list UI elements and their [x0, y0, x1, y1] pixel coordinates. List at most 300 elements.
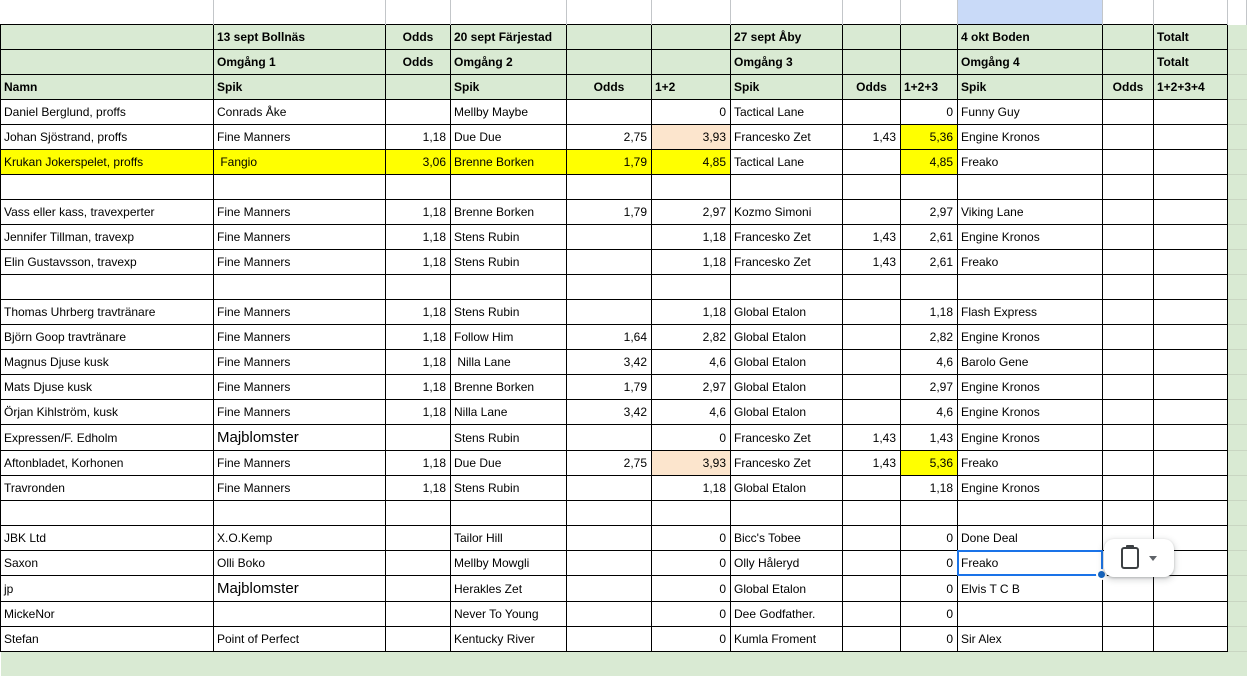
cell-odds3[interactable]: [843, 300, 901, 325]
header-cell-spik-omgang1[interactable]: Omgång 1: [214, 50, 386, 75]
cell-spik-omgang1[interactable]: [214, 275, 386, 300]
header-cell-spik-omgang3[interactable]: 27 sept Åby: [731, 25, 843, 50]
cell-spik-omgang1[interactable]: Fine Manners: [214, 400, 386, 425]
partial-cell[interactable]: [451, 0, 567, 25]
cell-spik-omgang2[interactable]: Herakles Zet: [451, 576, 567, 602]
cell-odds2[interactable]: 2,75: [567, 451, 652, 476]
cell-spik-omgang1[interactable]: Fine Manners: [214, 300, 386, 325]
cell-sum-1-2[interactable]: 0: [652, 576, 731, 602]
cell-sum-1-2-3[interactable]: [901, 501, 958, 526]
cell-spik-omgang3[interactable]: Bicc's Tobee: [731, 526, 843, 551]
cell-odds4[interactable]: [1103, 300, 1154, 325]
side-cell[interactable]: [1228, 576, 1247, 602]
cell-spik-omgang2[interactable]: Brenne Borken: [451, 200, 567, 225]
cell-name[interactable]: Jennifer Tillman, travexp: [1, 225, 214, 250]
selected-cell[interactable]: Freako: [958, 551, 1103, 576]
side-cell[interactable]: [1228, 375, 1247, 400]
cell-spik-omgang4[interactable]: [958, 501, 1103, 526]
cell-spik-omgang2[interactable]: [451, 501, 567, 526]
cell-spik-omgang2[interactable]: Nilla Lane: [451, 400, 567, 425]
cell-odds3[interactable]: [843, 200, 901, 225]
cell-odds2[interactable]: [567, 627, 652, 652]
cell-sum-1-2-3[interactable]: 0: [901, 576, 958, 602]
header-cell-odds2[interactable]: [567, 25, 652, 50]
cell-sum-1-2-3[interactable]: 0: [901, 526, 958, 551]
cell-name[interactable]: JBK Ltd: [1, 526, 214, 551]
cell-odds4[interactable]: [1103, 627, 1154, 652]
cell-odds3[interactable]: 1,43: [843, 425, 901, 451]
cell-spik-omgang2[interactable]: Tailor Hill: [451, 526, 567, 551]
cell-odds2[interactable]: [567, 175, 652, 200]
cell-name[interactable]: Vass eller kass, travexperter: [1, 200, 214, 225]
cell-spik-omgang3[interactable]: Francesko Zet: [731, 425, 843, 451]
cell-odds1[interactable]: 1,18: [386, 125, 451, 150]
cell-totalt[interactable]: [1154, 325, 1228, 350]
cell-totalt[interactable]: [1154, 451, 1228, 476]
cell-odds4[interactable]: [1103, 125, 1154, 150]
side-cell[interactable]: [1228, 627, 1247, 652]
cell-totalt[interactable]: [1154, 175, 1228, 200]
cell-odds2[interactable]: [567, 576, 652, 602]
cell-spik-omgang3[interactable]: Francesko Zet: [731, 250, 843, 275]
cell-spik-omgang1[interactable]: Conrads Åke: [214, 100, 386, 125]
cell-spik-omgang1[interactable]: [214, 602, 386, 627]
cell-spik-omgang3[interactable]: Global Etalon: [731, 576, 843, 602]
partial-cell[interactable]: [901, 0, 958, 25]
cell-sum-1-2[interactable]: 0: [652, 425, 731, 451]
cell-sum-1-2[interactable]: 1,18: [652, 225, 731, 250]
cell-spik-omgang1[interactable]: Point of Perfect: [214, 627, 386, 652]
cell-spik-omgang1[interactable]: Majblomster: [214, 425, 386, 451]
side-cell[interactable]: [1228, 25, 1247, 50]
side-cell[interactable]: [1228, 225, 1247, 250]
cell-spik-omgang3[interactable]: Tactical Lane: [731, 150, 843, 175]
cell-odds3[interactable]: 1,43: [843, 250, 901, 275]
cell-odds2[interactable]: [567, 275, 652, 300]
cell-totalt[interactable]: [1154, 125, 1228, 150]
cell-sum-1-2-3[interactable]: 5,36: [901, 125, 958, 150]
paste-suggestion-button[interactable]: [1104, 539, 1174, 577]
cell-odds1[interactable]: [386, 100, 451, 125]
cell-odds4[interactable]: [1103, 100, 1154, 125]
cell-odds3[interactable]: [843, 627, 901, 652]
cell-name[interactable]: Thomas Uhrberg travtränare: [1, 300, 214, 325]
cell-odds2[interactable]: [567, 425, 652, 451]
header-cell-odds1[interactable]: Odds: [386, 25, 451, 50]
partial-cell[interactable]: [731, 0, 843, 25]
side-cell[interactable]: [1228, 476, 1247, 501]
header-cell-odds2[interactable]: Odds: [567, 75, 652, 100]
cell-spik-omgang3[interactable]: Francesko Zet: [731, 451, 843, 476]
cell-spik-omgang4[interactable]: [958, 275, 1103, 300]
cell-spik-omgang4[interactable]: Engine Kronos: [958, 400, 1103, 425]
chevron-down-icon[interactable]: [1149, 556, 1157, 561]
cell-name[interactable]: [1, 501, 214, 526]
cell-sum-1-2[interactable]: 4,6: [652, 350, 731, 375]
cell-spik-omgang3[interactable]: Global Etalon: [731, 375, 843, 400]
cell-spik-omgang4[interactable]: Freako: [958, 150, 1103, 175]
cell-odds4[interactable]: [1103, 501, 1154, 526]
cell-spik-omgang3[interactable]: Kumla Froment: [731, 627, 843, 652]
cell-spik-omgang3[interactable]: Global Etalon: [731, 300, 843, 325]
cell-name[interactable]: Krukan Jokerspelet, proffs: [1, 150, 214, 175]
cell-sum-1-2[interactable]: 1,18: [652, 476, 731, 501]
cell-odds1[interactable]: [386, 602, 451, 627]
cell-spik-omgang4[interactable]: Engine Kronos: [958, 325, 1103, 350]
cell-spik-omgang4[interactable]: Freako: [958, 250, 1103, 275]
cell-odds3[interactable]: [843, 150, 901, 175]
cell-name[interactable]: Stefan: [1, 627, 214, 652]
cell-spik-omgang3[interactable]: [731, 501, 843, 526]
header-cell-spik-omgang3[interactable]: Spik: [731, 75, 843, 100]
cell-sum-1-2[interactable]: 0: [652, 526, 731, 551]
cell-odds4[interactable]: [1103, 150, 1154, 175]
side-cell[interactable]: [1228, 100, 1247, 125]
cell-odds4[interactable]: [1103, 225, 1154, 250]
side-cell[interactable]: [1228, 526, 1247, 551]
cell-sum-1-2-3[interactable]: 4,6: [901, 350, 958, 375]
cell-totalt[interactable]: [1154, 350, 1228, 375]
cell-odds1[interactable]: [386, 526, 451, 551]
cell-sum-1-2-3[interactable]: [901, 175, 958, 200]
cell-spik-omgang2[interactable]: Kentucky River: [451, 627, 567, 652]
cell-spik-omgang4[interactable]: [958, 175, 1103, 200]
cell-totalt[interactable]: [1154, 250, 1228, 275]
cell-totalt[interactable]: [1154, 375, 1228, 400]
cell-odds3[interactable]: [843, 551, 901, 576]
cell-name[interactable]: Elin Gustavsson, travexp: [1, 250, 214, 275]
cell-odds4[interactable]: [1103, 250, 1154, 275]
cell-sum-1-2-3[interactable]: 2,61: [901, 250, 958, 275]
cell-sum-1-2[interactable]: 4,6: [652, 400, 731, 425]
cell-spik-omgang1[interactable]: Fine Manners: [214, 476, 386, 501]
cell-odds3[interactable]: [843, 400, 901, 425]
cell-name[interactable]: MickeNor: [1, 602, 214, 627]
cell-name[interactable]: [1, 275, 214, 300]
header-cell-odds3[interactable]: [843, 50, 901, 75]
cell-odds2[interactable]: 2,75: [567, 125, 652, 150]
cell-odds2[interactable]: [567, 225, 652, 250]
cell-spik-omgang2[interactable]: Due Due: [451, 451, 567, 476]
partial-cell[interactable]: [652, 0, 731, 25]
cell-totalt[interactable]: [1154, 602, 1228, 627]
cell-sum-1-2[interactable]: 0: [652, 100, 731, 125]
cell-sum-1-2[interactable]: [652, 275, 731, 300]
header-cell-sum-1-2[interactable]: [652, 25, 731, 50]
cell-odds2[interactable]: [567, 250, 652, 275]
header-cell-odds1[interactable]: Odds: [386, 50, 451, 75]
cell-sum-1-2[interactable]: [652, 175, 731, 200]
cell-spik-omgang2[interactable]: Stens Rubin: [451, 425, 567, 451]
cell-odds4[interactable]: [1103, 275, 1154, 300]
cell-spik-omgang4[interactable]: Engine Kronos: [958, 476, 1103, 501]
cell-name[interactable]: Saxon: [1, 551, 214, 576]
cell-odds1[interactable]: 1,18: [386, 375, 451, 400]
cell-odds1[interactable]: 1,18: [386, 325, 451, 350]
partial-cell[interactable]: [1, 0, 214, 25]
cell-name[interactable]: Daniel Berglund, proffs: [1, 100, 214, 125]
cell-spik-omgang3[interactable]: Dee Godfather.: [731, 602, 843, 627]
cell-name[interactable]: Magnus Djuse kusk: [1, 350, 214, 375]
clipboard-icon[interactable]: [1121, 547, 1139, 569]
side-cell[interactable]: [1228, 425, 1247, 451]
side-cell[interactable]: [1228, 200, 1247, 225]
cell-spik-omgang4[interactable]: Elvis T C B: [958, 576, 1103, 602]
cell-odds1[interactable]: 1,18: [386, 350, 451, 375]
cell-name[interactable]: Aftonbladet, Korhonen: [1, 451, 214, 476]
side-cell[interactable]: [1228, 125, 1247, 150]
blue-filled-cell[interactable]: [958, 0, 1103, 25]
cell-totalt[interactable]: [1154, 400, 1228, 425]
side-cell[interactable]: [1228, 50, 1247, 75]
cell-spik-omgang1[interactable]: Fine Manners: [214, 451, 386, 476]
cell-odds1[interactable]: 1,18: [386, 400, 451, 425]
side-cell[interactable]: [1228, 325, 1247, 350]
cell-sum-1-2-3[interactable]: 1,18: [901, 476, 958, 501]
cell-odds2[interactable]: [567, 526, 652, 551]
cell-spik-omgang2[interactable]: [451, 275, 567, 300]
cell-spik-omgang4[interactable]: Engine Kronos: [958, 225, 1103, 250]
cell-odds1[interactable]: 1,18: [386, 451, 451, 476]
header-cell-sum-1-2-3[interactable]: [901, 25, 958, 50]
cell-spik-omgang2[interactable]: Follow Him: [451, 325, 567, 350]
header-cell-totalt[interactable]: Totalt: [1154, 50, 1228, 75]
cell-sum-1-2[interactable]: 0: [652, 551, 731, 576]
cell-odds1[interactable]: [386, 275, 451, 300]
header-cell-spik-omgang1[interactable]: 13 sept Bollnäs: [214, 25, 386, 50]
cell-spik-omgang3[interactable]: Tactical Lane: [731, 100, 843, 125]
cell-spik-omgang4[interactable]: Engine Kronos: [958, 125, 1103, 150]
cell-odds4[interactable]: [1103, 476, 1154, 501]
partial-cell[interactable]: [843, 0, 901, 25]
cell-sum-1-2-3[interactable]: 0: [901, 100, 958, 125]
cell-spik-omgang2[interactable]: Never To Young: [451, 602, 567, 627]
cell-sum-1-2[interactable]: 2,97: [652, 200, 731, 225]
header-cell-odds1[interactable]: [386, 75, 451, 100]
cell-odds2[interactable]: 1,79: [567, 375, 652, 400]
cell-spik-omgang1[interactable]: Fine Manners: [214, 200, 386, 225]
header-cell-totalt[interactable]: Totalt: [1154, 25, 1228, 50]
cell-odds4[interactable]: [1103, 425, 1154, 451]
cell-sum-1-2[interactable]: 0: [652, 627, 731, 652]
header-cell-totalt[interactable]: 1+2+3+4: [1154, 75, 1228, 100]
header-cell-spik-omgang2[interactable]: 20 sept Färjestad: [451, 25, 567, 50]
header-cell-sum-1-2-3[interactable]: [901, 50, 958, 75]
cell-odds2[interactable]: [567, 300, 652, 325]
cell-odds3[interactable]: 1,43: [843, 451, 901, 476]
cell-spik-omgang4[interactable]: Funny Guy: [958, 100, 1103, 125]
cell-spik-omgang1[interactable]: X.O.Kemp: [214, 526, 386, 551]
cell-spik-omgang4[interactable]: [958, 602, 1103, 627]
cell-totalt[interactable]: [1154, 627, 1228, 652]
header-cell-odds4[interactable]: [1103, 50, 1154, 75]
side-cell[interactable]: [1228, 175, 1247, 200]
cell-spik-omgang2[interactable]: Stens Rubin: [451, 476, 567, 501]
side-cell[interactable]: [1228, 451, 1247, 476]
header-cell-name[interactable]: [1, 25, 214, 50]
cell-totalt[interactable]: [1154, 576, 1228, 602]
cell-name[interactable]: Johan Sjöstrand, proffs: [1, 125, 214, 150]
cell-totalt[interactable]: [1154, 225, 1228, 250]
cell-spik-omgang1[interactable]: [214, 501, 386, 526]
cell-totalt[interactable]: [1154, 200, 1228, 225]
cell-name[interactable]: Mats Djuse kusk: [1, 375, 214, 400]
partial-cell[interactable]: [386, 0, 451, 25]
cell-odds3[interactable]: [843, 602, 901, 627]
cell-odds1[interactable]: [386, 425, 451, 451]
cell-spik-omgang1[interactable]: Fine Manners: [214, 350, 386, 375]
partial-cell[interactable]: [1228, 0, 1247, 25]
cell-odds3[interactable]: [843, 350, 901, 375]
cell-odds3[interactable]: [843, 375, 901, 400]
cell-odds4[interactable]: [1103, 325, 1154, 350]
cell-sum-1-2-3[interactable]: 2,97: [901, 200, 958, 225]
cell-name[interactable]: [1, 175, 214, 200]
cell-odds1[interactable]: 1,18: [386, 200, 451, 225]
cell-spik-omgang2[interactable]: Stens Rubin: [451, 250, 567, 275]
cell-spik-omgang1[interactable]: Fine Manners: [214, 250, 386, 275]
cell-odds2[interactable]: [567, 100, 652, 125]
cell-odds2[interactable]: 1,64: [567, 325, 652, 350]
cell-spik-omgang3[interactable]: [731, 175, 843, 200]
cell-name[interactable]: Expressen/F. Edholm: [1, 425, 214, 451]
cell-spik-omgang1[interactable]: Fine Manners: [214, 325, 386, 350]
cell-sum-1-2-3[interactable]: 1,18: [901, 300, 958, 325]
cell-sum-1-2[interactable]: 2,82: [652, 325, 731, 350]
header-cell-name[interactable]: [1, 50, 214, 75]
cell-spik-omgang2[interactable]: Mellby Mowgli: [451, 551, 567, 576]
cell-odds4[interactable]: [1103, 451, 1154, 476]
cell-sum-1-2[interactable]: 3,93: [652, 125, 731, 150]
cell-sum-1-2-3[interactable]: 2,97: [901, 375, 958, 400]
cell-odds3[interactable]: [843, 576, 901, 602]
header-cell-sum-1-2[interactable]: 1+2: [652, 75, 731, 100]
cell-odds1[interactable]: [386, 576, 451, 602]
cell-odds3[interactable]: [843, 476, 901, 501]
cell-odds1[interactable]: 1,18: [386, 225, 451, 250]
partial-cell[interactable]: [1154, 0, 1228, 25]
cell-odds1[interactable]: [386, 501, 451, 526]
side-cell[interactable]: [1228, 150, 1247, 175]
cell-sum-1-2[interactable]: 0: [652, 602, 731, 627]
cell-sum-1-2-3[interactable]: 1,43: [901, 425, 958, 451]
header-cell-spik-omgang4[interactable]: Omgång 4: [958, 50, 1103, 75]
cell-spik-omgang1[interactable]: Olli Boko: [214, 551, 386, 576]
cell-odds4[interactable]: [1103, 602, 1154, 627]
cell-sum-1-2[interactable]: 4,85: [652, 150, 731, 175]
cell-sum-1-2-3[interactable]: 2,82: [901, 325, 958, 350]
cell-name[interactable]: Björn Goop travtränare: [1, 325, 214, 350]
cell-spik-omgang2[interactable]: Due Due: [451, 125, 567, 150]
cell-spik-omgang3[interactable]: Global Etalon: [731, 400, 843, 425]
cell-spik-omgang3[interactable]: Francesko Zet: [731, 125, 843, 150]
cell-spik-omgang4[interactable]: Freako: [958, 451, 1103, 476]
cell-spik-omgang1[interactable]: Fangio: [214, 150, 386, 175]
cell-odds3[interactable]: [843, 100, 901, 125]
cell-odds2[interactable]: [567, 476, 652, 501]
partial-cell[interactable]: [214, 0, 386, 25]
cell-spik-omgang1[interactable]: [214, 175, 386, 200]
header-cell-odds2[interactable]: [567, 50, 652, 75]
side-cell[interactable]: [1228, 400, 1247, 425]
cell-spik-omgang4[interactable]: Engine Kronos: [958, 425, 1103, 451]
cell-spik-omgang4[interactable]: Engine Kronos: [958, 375, 1103, 400]
cell-sum-1-2[interactable]: 3,93: [652, 451, 731, 476]
cell-spik-omgang3[interactable]: Kozmo Simoni: [731, 200, 843, 225]
header-cell-spik-omgang2[interactable]: Spik: [451, 75, 567, 100]
cell-odds4[interactable]: [1103, 200, 1154, 225]
cell-odds3[interactable]: 1,43: [843, 125, 901, 150]
side-cell[interactable]: [1228, 250, 1247, 275]
header-cell-odds4[interactable]: [1103, 25, 1154, 50]
cell-odds3[interactable]: [843, 275, 901, 300]
cell-odds1[interactable]: 1,18: [386, 476, 451, 501]
cell-totalt[interactable]: [1154, 275, 1228, 300]
cell-spik-omgang2[interactable]: Mellby Maybe: [451, 100, 567, 125]
cell-odds2[interactable]: 1,79: [567, 150, 652, 175]
side-cell[interactable]: [1228, 75, 1247, 100]
cell-spik-omgang2[interactable]: Stens Rubin: [451, 225, 567, 250]
cell-sum-1-2[interactable]: 1,18: [652, 300, 731, 325]
cell-sum-1-2-3[interactable]: 0: [901, 602, 958, 627]
cell-spik-omgang4[interactable]: Barolo Gene: [958, 350, 1103, 375]
cell-sum-1-2-3[interactable]: 0: [901, 627, 958, 652]
cell-spik-omgang2[interactable]: Stens Rubin: [451, 300, 567, 325]
side-cell[interactable]: [1228, 602, 1247, 627]
cell-odds2[interactable]: [567, 602, 652, 627]
cell-odds2[interactable]: [567, 551, 652, 576]
header-cell-spik-omgang4[interactable]: 4 okt Boden: [958, 25, 1103, 50]
header-cell-spik-omgang2[interactable]: Omgång 2: [451, 50, 567, 75]
header-cell-spik-omgang4[interactable]: Spik: [958, 75, 1103, 100]
cell-sum-1-2[interactable]: 1,18: [652, 250, 731, 275]
cell-sum-1-2[interactable]: [652, 501, 731, 526]
cell-sum-1-2-3[interactable]: 0: [901, 551, 958, 576]
cell-spik-omgang3[interactable]: Global Etalon: [731, 350, 843, 375]
header-cell-odds3[interactable]: Odds: [843, 75, 901, 100]
cell-odds2[interactable]: [567, 501, 652, 526]
header-cell-spik-omgang1[interactable]: Spik: [214, 75, 386, 100]
cell-spik-omgang1[interactable]: Fine Manners: [214, 375, 386, 400]
cell-odds4[interactable]: [1103, 175, 1154, 200]
cell-odds2[interactable]: 1,79: [567, 200, 652, 225]
partial-cell[interactable]: [1, 652, 1247, 676]
cell-odds3[interactable]: [843, 175, 901, 200]
cell-name[interactable]: Örjan Kihlström, kusk: [1, 400, 214, 425]
partial-cell[interactable]: [567, 0, 652, 25]
cell-odds1[interactable]: [386, 627, 451, 652]
cell-spik-omgang4[interactable]: Viking Lane: [958, 200, 1103, 225]
cell-spik-omgang4[interactable]: Done Deal: [958, 526, 1103, 551]
cell-odds1[interactable]: [386, 175, 451, 200]
cell-sum-1-2-3[interactable]: 5,36: [901, 451, 958, 476]
cell-odds3[interactable]: [843, 501, 901, 526]
cell-name[interactable]: Travronden: [1, 476, 214, 501]
cell-totalt[interactable]: [1154, 100, 1228, 125]
cell-totalt[interactable]: [1154, 476, 1228, 501]
cell-totalt[interactable]: [1154, 501, 1228, 526]
cell-name[interactable]: jp: [1, 576, 214, 602]
header-cell-odds4[interactable]: Odds: [1103, 75, 1154, 100]
header-cell-sum-1-2[interactable]: [652, 50, 731, 75]
partial-cell[interactable]: [1103, 0, 1154, 25]
cell-spik-omgang2[interactable]: Brenne Borken: [451, 375, 567, 400]
cell-spik-omgang2[interactable]: [451, 175, 567, 200]
cell-odds4[interactable]: [1103, 400, 1154, 425]
side-cell[interactable]: [1228, 275, 1247, 300]
cell-odds2[interactable]: 3,42: [567, 350, 652, 375]
side-cell[interactable]: [1228, 350, 1247, 375]
